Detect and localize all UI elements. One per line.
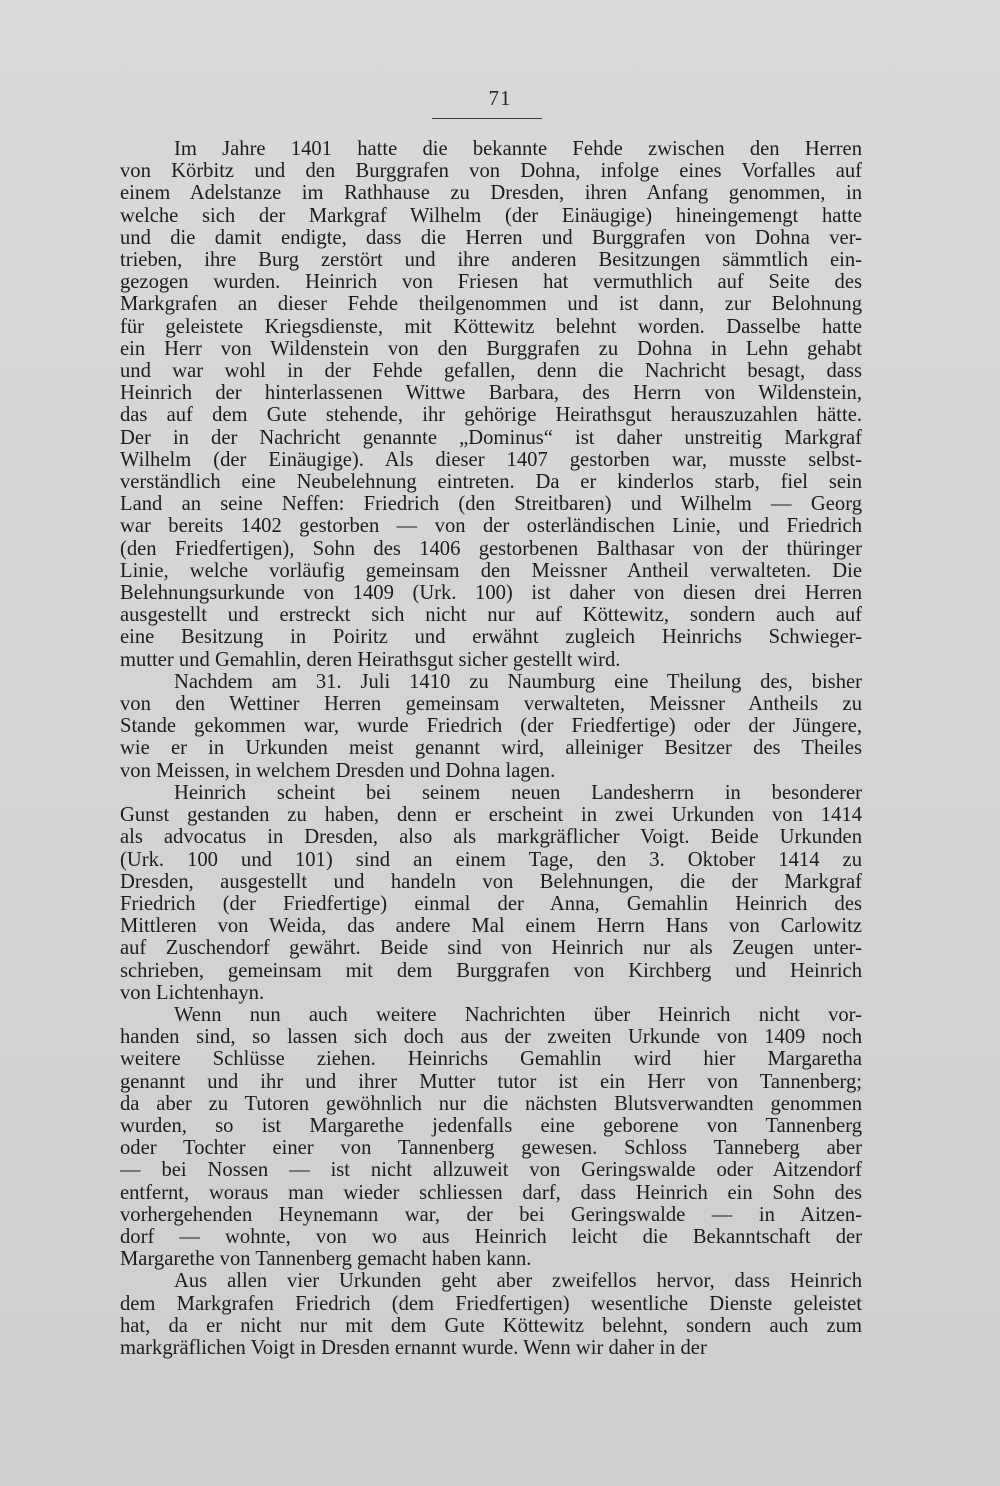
- paragraph: [120, 1270, 862, 1359]
- text-line: da aber zu Tutoren gewöhnlich nur die nächsten Blutsverwandten genommen: [120, 1092, 862, 1115]
- text-line: war bereits 1402 gestorben — von der osterländischen Linie, und Friedrich: [120, 515, 862, 538]
- text-line: Land an seine Neffen: Friedrich (den Streitbaren) und Wilhelm — Georg: [120, 493, 862, 516]
- text-line: und die damit endigte, dass die Herren und Burggrafen von Dohna ver-: [120, 226, 862, 249]
- text-line: oder Tochter einer von Tannenberg gewesen. Schloss Tanneberg aber: [120, 1137, 862, 1160]
- text-line: wie er in Urkunden meist genannt wird, alleiniger Besitzer des Theiles: [120, 737, 862, 760]
- text-line: Im Jahre 1401 hatte die bekannte Fehde zwischen den Herren: [174, 138, 862, 160]
- text-line: Mittleren von Weida, das andere Mal einem Herrn Hans von Carlowitz: [120, 915, 862, 938]
- text-line: hat, da er nicht nur mit dem Gute Köttewitz belehnt, sondern auch zum: [120, 1314, 862, 1337]
- text-line: eine Besitzung in Poiritz und erwähnt zugleich Heinrichs Schwieger-: [120, 626, 862, 649]
- text-line: genannt und ihr und ihrer Mutter tutor ist ein Herr von Tannenberg;: [120, 1070, 862, 1093]
- text-line: als advocatus in Dresden, also als markgräflicher Voigt. Beide Urkunden: [120, 826, 862, 849]
- text-line: einem Adelstanze im Rathhause zu Dresden, ihren Anfang genommen, in: [120, 182, 862, 205]
- paragraph: [120, 1004, 862, 1270]
- page-number: 71: [488, 86, 512, 110]
- text-line: dorf — wohnte, von wo aus Heinrich leicht die Bekanntschaft der: [120, 1225, 862, 1248]
- text-line: von den Wettiner Herren gemeinsam verwalteten, Meissner Antheils zu: [120, 693, 862, 716]
- text-line: Belehnungsurkunde von 1409 (Urk. 100) ist daher von diesen drei Herren: [120, 582, 862, 605]
- text-line: Heinrich scheint bei seinem neuen Landesherrn in besonderer: [174, 781, 862, 804]
- text-line: (Urk. 100 und 101) sind an einem Tage, den 3. Oktober 1414 zu: [120, 848, 862, 871]
- text-line: ein Herr von Wildenstein von den Burggrafen zu Dohna in Lehn gehabt: [120, 337, 862, 360]
- text-line: von Körbitz und den Burggrafen von Dohna, infolge eines Vorfalles auf: [120, 160, 862, 183]
- text-line: Linie, welche vorläufig gemeinsam den Meissner Antheil verwalteten. Die: [120, 559, 862, 582]
- text-line: von Meissen, in welchem Dresden und Dohna lagen.: [120, 759, 556, 782]
- text-line: Aus allen vier Urkunden geht aber zweifellos hervor, dass Heinrich: [174, 1270, 862, 1293]
- text-line: Dresden, ausgestellt und handeln von Belehnungen, die der Markgraf: [120, 870, 862, 893]
- header-rule: [432, 118, 542, 119]
- text-line: das auf dem Gute stehende, ihr gehörige Heirathsgut herauszuzahlen hätte.: [120, 404, 862, 427]
- text-line: Heinrich der hinterlassenen Wittwe Barbara, des Herrn von Wildenstein,: [120, 382, 862, 405]
- text-line: Markgrafen an dieser Fehde theilgenommen und ist dann, zur Belohnung: [120, 293, 862, 316]
- text-line: verständlich eine Neubelehnung eintreten. Da er kinderlos starb, fiel sein: [120, 471, 862, 494]
- text-line: dem Markgrafen Friedrich (dem Friedfertigen) wesentliche Dienste geleistet: [120, 1292, 862, 1315]
- text-line: wurden, so ist Margarethe jedenfalls eine geborene von Tannenberg: [120, 1114, 862, 1137]
- text-line: Wenn nun auch weitere Nachrichten über Heinrich nicht vor-: [174, 1003, 862, 1026]
- text-line: Wilhelm (der Einäugige). Als dieser 1407 gestorben war, musste selbst-: [120, 448, 862, 471]
- text-line: mutter und Gemahlin, deren Heirathsgut sicher gestellt wird.: [120, 648, 621, 671]
- text-line: weitere Schlüsse ziehen. Heinrichs Gemahlin wird hier Margaretha: [120, 1048, 862, 1071]
- text-line: ausgestellt und erstreckt sich nicht nur auf Köttewitz, sondern auch auf: [120, 604, 862, 627]
- text-line: entfernt, woraus man wieder schliessen darf, dass Heinrich ein Sohn des: [120, 1181, 862, 1204]
- text-line: Der in der Nachricht genannte „Dominus“ ist daher unstreitig Markgraf: [120, 426, 862, 449]
- text-line: Nachdem am 31. Juli 1410 zu Naumburg eine Theilung des, bisher: [174, 670, 862, 693]
- text-line: für geleistete Kriegsdienste, mit Köttewitz belehnt worden. Dasselbe hatte: [120, 315, 862, 338]
- text-line: Margarethe von Tannenberg gemacht haben kann.: [120, 1248, 532, 1271]
- text-line: welche sich der Markgraf Wilhelm (der Einäugige) hineingemengt hatte: [120, 204, 862, 227]
- text-line: (den Friedfertigen), Sohn des 1406 gestorbenen Balthasar von der thüringer: [120, 537, 862, 560]
- text-line: Friedrich (der Friedfertige) einmal der Anna, Gemahlin Heinrich des: [120, 892, 862, 915]
- text-line: — bei Nossen — ist nicht allzuweit von Geringswalde oder Aitzendorf: [120, 1159, 862, 1182]
- paragraph: [120, 671, 862, 782]
- text-line: auf Zuschendorf gewährt. Beide sind von Heinrich nur als Zeugen unter-: [120, 937, 862, 960]
- text-line: und war wohl in der Fehde gefallen, denn die Nachricht besagt, dass: [120, 360, 862, 383]
- body-text: [120, 138, 862, 1359]
- text-line: handen sind, so lassen sich doch aus der zweiten Urkunde von 1409 noch: [120, 1026, 862, 1049]
- text-line: trieben, ihre Burg zerstört und ihre anderen Besitzungen sämmtlich ein-: [120, 249, 862, 272]
- paragraph: [120, 782, 862, 1004]
- paragraph: [120, 138, 862, 671]
- text-line: gezogen wurden. Heinrich von Friesen hat vermuthlich auf Seite des: [120, 271, 862, 294]
- text-line: markgräflichen Voigt in Dresden ernannt wurde. Wenn wir daher in der: [120, 1336, 707, 1359]
- text-line: vorhergehenden Heynemann war, der bei Geringswalde — in Aitzen-: [120, 1203, 862, 1226]
- text-line: von Lichtenhayn.: [120, 981, 265, 1004]
- text-line: Gunst gestanden zu haben, denn er erscheint in zwei Urkunden von 1414: [120, 804, 862, 827]
- text-line: schrieben, gemeinsam mit dem Burggrafen von Kirchberg und Heinrich: [120, 959, 862, 982]
- text-line: Stande gekommen war, wurde Friedrich (der Friedfertige) oder der Jüngere,: [120, 715, 862, 738]
